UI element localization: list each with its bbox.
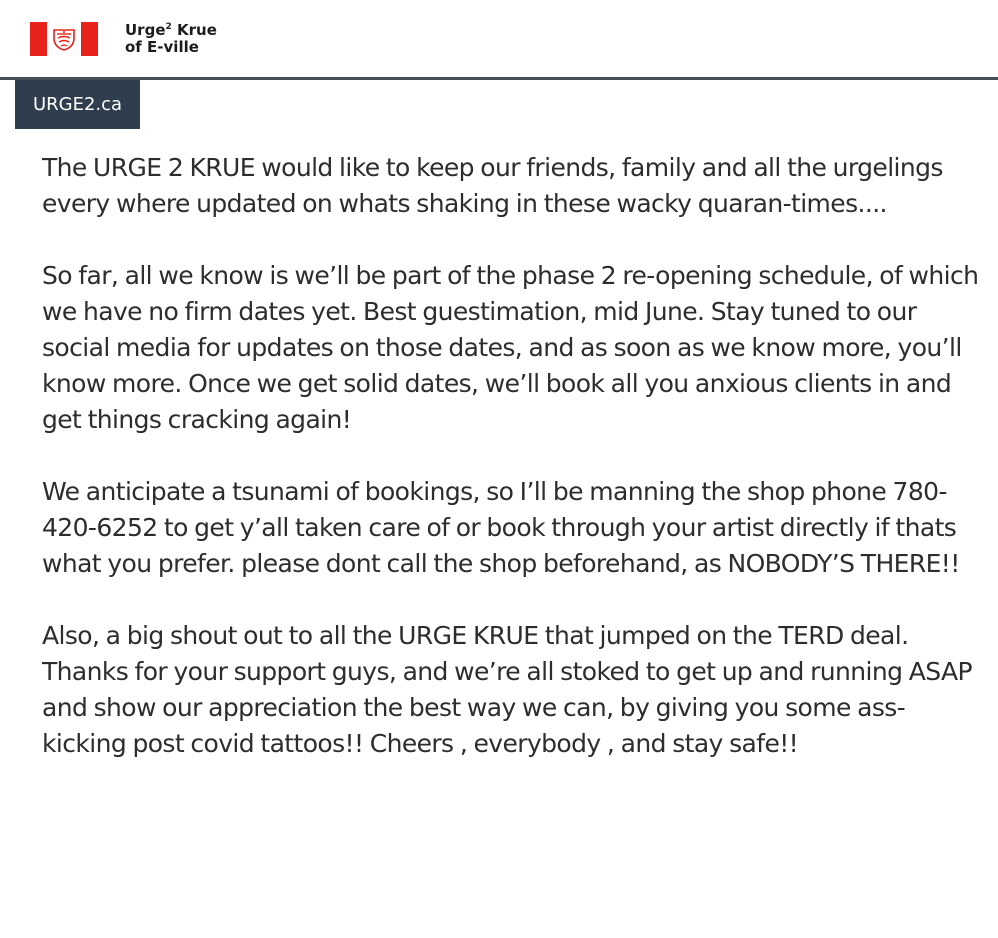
header-divider	[0, 77, 998, 80]
flag-logo[interactable]	[30, 22, 98, 56]
brand-name[interactable]	[125, 22, 217, 56]
flag-right-bar	[81, 22, 98, 56]
site-header	[0, 0, 998, 77]
flag-left-bar	[30, 22, 47, 56]
post-paragraph: Also, a big shout out to all the URGE KRUE that jumped on the TERD deal. Thanks for your support guys, and we’re all stoked to get up and running ASAP and show our appreciation the best way we can, by giving you some ass-kicking post covid tattoos!! Cheers , everybody , and stay safe!!	[42, 621, 972, 758]
post-paragraph: The URGE 2 KRUE would like to keep our friends, family and all the urgelings every where updated on whats shaking in these wacky quaran-times....	[42, 153, 943, 218]
brand-superscript: 2	[165, 22, 172, 32]
site-tag-link[interactable]: URGE2.ca	[15, 80, 140, 129]
brand-line-2: of E-ville	[125, 38, 199, 56]
crest-icon	[51, 26, 77, 52]
post-paragraph: So far, all we know is we’ll be part of the phase 2 re-opening schedule, of which we have no firm dates yet. Best guestimation, mid June. Stay tuned to our social media for updates on those dates, and as soon as we know more, you’ll know more. Once we get solid dates, we’ll book all you anxious clients in and get things cracking again!	[42, 261, 979, 434]
post-body	[42, 150, 987, 798]
post-paragraph: We anticipate a tsunami of bookings, so I’ll be manning the shop phone 780-420-6252 to get y’all taken care of or book through your artist directly if thats what you prefer. please dont call the shop beforehand, as NOBODY’S THERE!!	[42, 477, 960, 578]
brand-line-1: Urge$^2$ Krue	[125, 21, 217, 39]
